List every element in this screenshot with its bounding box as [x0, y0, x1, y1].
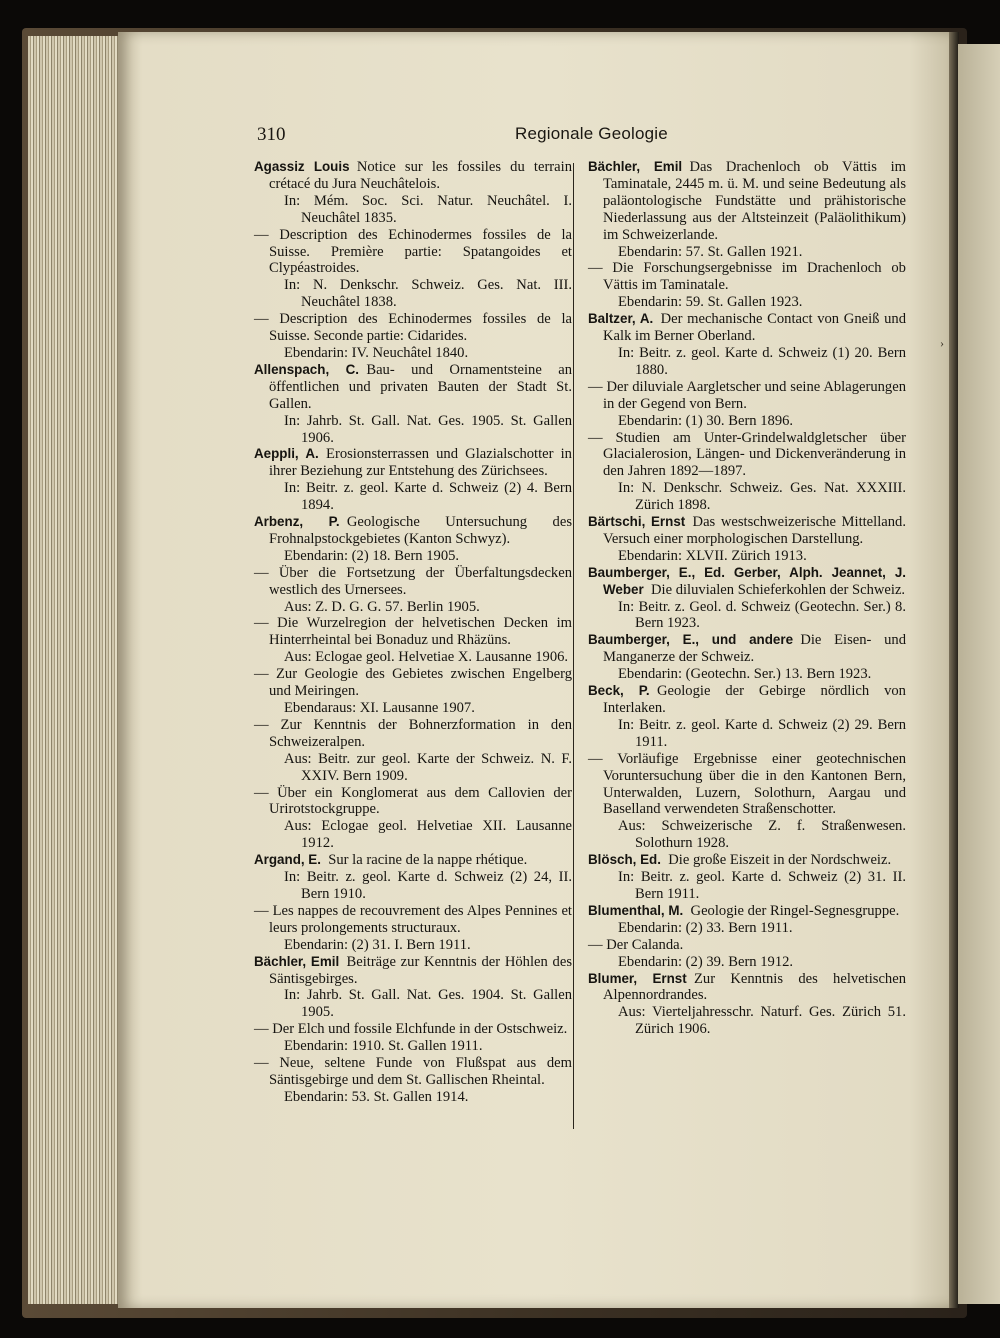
- entry-title: Les nappes de recouvrement des Alpes Pennines et leurs prolongements structuraux.: [269, 902, 572, 936]
- entry-source: Ebendarin: (1) 30. Bern 1896.: [618, 412, 794, 429]
- entry-author: —: [254, 716, 269, 733]
- entry-source: Aus: Beitr. zur geol. Karte der Schweiz. N. F. XXIV. Bern 1909.: [284, 750, 572, 784]
- bibliography-entry: [588, 632, 906, 683]
- bibliography-entry: [254, 514, 572, 565]
- entry-author: Bächler, Emil: [254, 953, 340, 969]
- bibliography-entry: [588, 311, 906, 379]
- running-title: Regionale Geologie: [515, 124, 668, 143]
- entry-source: Ebendarin: XLVII. Zürich 1913.: [618, 547, 807, 564]
- entry-author: Baumberger, E., und andere: [588, 632, 794, 648]
- entry-title: Der Elch und fossile Elchfunde in der Ostschweiz.: [272, 1021, 568, 1038]
- entry-author: —: [588, 260, 603, 277]
- entry-source: Ebendarin: IV. Neuchâtel 1840.: [284, 344, 469, 361]
- entry-title: Über ein Konglomerat aus dem Callovien der Urirotstockgruppe.: [269, 784, 572, 818]
- entry-author: Bärtschi, Ernst: [588, 514, 686, 530]
- entry-title: Über die Fortsetzung der Überfaltungsdecken westlich des Urnersees.: [269, 564, 572, 598]
- entry-title: Geologie der Ringel-Segnesgruppe.: [690, 902, 900, 919]
- bibliography-entry: [588, 903, 906, 937]
- entry-source: Ebendarin: (2) 18. Bern 1905.: [284, 547, 460, 564]
- entry-source: In: Beitr. z. geol. Karte d. Schweiz (2) 29. Bern 1911.: [618, 716, 906, 750]
- entry-source: In: Jahrb. St. Gall. Nat. Ges. 1905. St. Gallen 1906.: [284, 412, 572, 446]
- bibliography-entry: [254, 159, 572, 227]
- entry-source: Ebendarin: 53. St. Gallen 1914.: [284, 1088, 469, 1105]
- entry-title: Die Eisen- und Manganerze der Schweiz.: [603, 632, 906, 666]
- right-column: [588, 159, 906, 1038]
- entry-title: Geologie der Gebirge nördlich von Interlaken.: [603, 683, 906, 716]
- bibliography-entry: [254, 785, 572, 853]
- entry-source: In: Beitr. z. geol. Karte d. Schweiz (2) 4. Bern 1894.: [284, 480, 572, 514]
- margin-mark: ›: [940, 336, 944, 350]
- bibliography-entry: [588, 971, 906, 1039]
- entry-author: —: [588, 429, 603, 446]
- entry-title: Erosionsterrassen und Glazialschotter in ihrer Beziehung zur Entstehung des Zürichsees.: [269, 446, 572, 480]
- bibliography-entry: [254, 565, 572, 616]
- entry-source: Aus: Vierteljahresschr. Naturf. Ges. Zürich 51. Zürich 1906.: [618, 1004, 906, 1038]
- entry-title: Sur la racine de la nappe rhétique.: [328, 852, 528, 869]
- entry-title: Notice sur les fossiles du terrain crétacé du Jura Neuchâtelois.: [269, 159, 572, 192]
- entry-author: Baltzer, A.: [588, 311, 654, 327]
- entry-title: Die große Eiszeit in der Nordschweiz.: [668, 852, 892, 869]
- bibliography-entry: [254, 227, 572, 312]
- entry-author: —: [254, 226, 269, 243]
- entry-source: Ebendarin: (2) 31. I. Bern 1911.: [284, 936, 471, 953]
- entry-title: Das westschweizerische Mittelland. Versuch einer morphologischen Darstellung.: [603, 514, 906, 547]
- entry-title: Geologische Untersuchung des Frohnalpstockgebietes (Kanton Schwyz).: [269, 514, 572, 547]
- entry-source: Ebendarin: 59. St. Gallen 1923.: [618, 294, 803, 311]
- entry-source: Ebendarin: (2) 39. Bern 1912.: [618, 953, 794, 970]
- entry-title: Der diluviale Aargletscher und seine Ablagerungen in der Gegend von Bern.: [603, 378, 906, 412]
- entry-title: Description des Echinodermes fossiles de la Suisse. Première partie: Spatangoides et Clypéastroides.: [269, 226, 572, 277]
- entry-author: —: [254, 1055, 269, 1072]
- entry-author: —: [588, 750, 603, 767]
- entry-source: Ebendarin: (Geotechn. Ser.) 13. Bern 1923.: [618, 666, 872, 683]
- bibliography-entry: [588, 751, 906, 852]
- entry-title: Beiträge zur Kenntnis der Höhlen des Säntisgebirges.: [269, 953, 572, 987]
- entry-source: In: Jahrb. St. Gall. Nat. Ges. 1904. St. Gallen 1905.: [284, 987, 572, 1021]
- entry-author: Baumberger, E., Ed. Gerber, Alph. Jeannet, J. Weber: [588, 564, 906, 597]
- entry-source: Aus: Eclogae geol. Helvetiae X. Lausanne 1906.: [284, 649, 569, 666]
- bibliography-entry: [254, 852, 572, 903]
- entry-source: Aus: Z. D. G. G. 57. Berlin 1905.: [284, 598, 480, 615]
- entry-author: —: [254, 666, 269, 683]
- entry-source: In: Beitr. z. geol. Karte d. Schweiz (1) 20. Bern 1880.: [618, 344, 906, 378]
- entry-title: Description des Echinodermes fossiles de la Suisse. Seconde partie: Cidarides.: [269, 311, 572, 345]
- bibliography-entry: [254, 717, 572, 785]
- entry-author: —: [254, 615, 269, 632]
- entry-title: Die Forschungsergebnisse im Drachenloch ob Vättis im Taminatale.: [603, 260, 906, 294]
- entry-source: Aus: Schweizerische Z. f. Straßenwesen. Solothurn 1928.: [618, 818, 906, 852]
- entry-author: Arbenz, P.: [254, 514, 340, 530]
- entry-author: Allenspach, C.: [254, 361, 360, 377]
- bibliography-entry: [588, 937, 906, 971]
- entry-title: Zur Geologie des Gebietes zwischen Engelberg und Meiringen.: [269, 666, 572, 700]
- bibliography-entry: [588, 430, 906, 515]
- entry-source: In: N. Denkschr. Schweiz. Ges. Nat. III. Neuchâtel 1838.: [284, 277, 572, 311]
- entry-title: Die diluvialen Schieferkohlen der Schweiz.: [650, 581, 906, 598]
- bibliography-entry: [588, 565, 906, 633]
- entry-author: Blumer, Ernst: [588, 970, 687, 986]
- entry-source: Ebendarin: 1910. St. Gallen 1911.: [284, 1038, 483, 1055]
- page-edges: [28, 36, 125, 1304]
- entry-author: Argand, E.: [254, 852, 321, 868]
- bibliography-entry: [254, 666, 572, 717]
- bibliography-entry: [254, 1021, 572, 1055]
- entry-title: Die Wurzelregion der helvetischen Decken im Hinterrheintal bei Bonaduz und Rhäzüns.: [269, 615, 573, 649]
- bibliography-entry: [254, 615, 572, 666]
- entry-author: Beck, P.: [588, 683, 650, 699]
- entry-title: Zur Kenntnis der Bohnerzformation in den Schweizeralpen.: [269, 716, 572, 750]
- bibliography-entry: [254, 903, 572, 954]
- bibliography-entry: [588, 159, 906, 260]
- left-column: [254, 159, 572, 1106]
- page-number: 310: [257, 124, 286, 145]
- entry-source: In: Beitr. z. geol. Karte d. Schweiz (2) 31. II. Bern 1911.: [618, 869, 906, 902]
- entry-source: In: Beitr. z. geol. Karte d. Schweiz (2) 24, II. Bern 1910.: [284, 869, 572, 902]
- entry-author: Aeppli, A.: [254, 446, 319, 462]
- entry-title: Vorläufige Ergebnisse einer geotechnischen Voruntersuchung über die in den Kantonen Bern, Unterwalden, Luzern, Solothurn, Aargau und Baselland verwendeten Straßenschotter.: [603, 750, 907, 818]
- entry-author: Blumenthal, M.: [588, 902, 684, 918]
- entry-source: In: Mém. Soc. Sci. Natur. Neuchâtel. I. Neuchâtel 1835.: [284, 192, 572, 226]
- entry-title: Das Drachenloch ob Vättis im Taminatale, 2445 m. ü. M. und seine Bedeutung als paläontologische Fundstätte und prähistorische Niederlassung aus der Altsteinzeit (Paläolithikum) im Schweizerlande.: [603, 159, 906, 243]
- entry-author: —: [254, 784, 269, 801]
- entry-title: Neue, seltene Funde von Flußspat aus dem Säntisgebirge und dem St. Gallischen Rheintal.: [269, 1055, 572, 1088]
- entry-author: —: [588, 378, 603, 395]
- entry-author: Bächler, Emil: [588, 159, 683, 174]
- bibliography-entry: [254, 362, 572, 447]
- entry-author: —: [254, 564, 269, 581]
- entry-source: Aus: Eclogae geol. Helvetiae XII. Lausanne 1912.: [284, 818, 572, 852]
- entry-source: Ebendaraus: XI. Lausanne 1907.: [284, 700, 475, 716]
- entry-title: Studien am Unter-Grindelwaldgletscher über Glacialerosion, Längen- und Dickenveränderung in den Jahren 1892—1897.: [603, 429, 906, 480]
- bibliography-entry: [254, 954, 572, 1022]
- entry-author: —: [254, 1021, 269, 1038]
- bibliography-entry: [588, 379, 906, 430]
- entry-source: In: N. Denkschr. Schweiz. Ges. Nat. XXXIII. Zürich 1898.: [618, 480, 906, 514]
- entry-title: Der Calanda.: [606, 936, 684, 953]
- entry-title: Zur Kenntnis des helvetischen Alpennordrandes.: [603, 970, 906, 1004]
- entry-title: Der mechanische Contact von Gneiß und Kalk im Berner Oberland.: [603, 311, 907, 345]
- bibliography-entry: [588, 852, 906, 903]
- entry-author: Agassiz Louis: [254, 159, 350, 174]
- entry-title: Bau- und Ornamentsteine an öffentlichen und privaten Bauten der Stadt St. Gallen.: [269, 361, 573, 412]
- entry-author: —: [588, 936, 603, 953]
- bibliography-entry: [254, 311, 572, 362]
- bibliography-entry: [588, 683, 906, 751]
- entry-source: In: Beitr. z. Geol. d. Schweiz (Geotechn. Ser.) 8. Bern 1923.: [618, 598, 906, 632]
- bibliography-entry: [588, 514, 906, 565]
- entry-author: —: [254, 311, 269, 328]
- bibliography-entry: [254, 446, 572, 514]
- facing-page-edge: [958, 44, 1000, 1304]
- bibliography-entry: [254, 1055, 572, 1106]
- entry-source: Ebendarin: 57. St. Gallen 1921.: [618, 243, 803, 260]
- bibliography-entry: [588, 260, 906, 311]
- column-rule: [573, 163, 574, 1129]
- entry-author: —: [254, 902, 269, 919]
- entry-source: Ebendarin: (2) 33. Bern 1911.: [618, 919, 793, 936]
- entry-author: Blösch, Ed.: [588, 852, 661, 868]
